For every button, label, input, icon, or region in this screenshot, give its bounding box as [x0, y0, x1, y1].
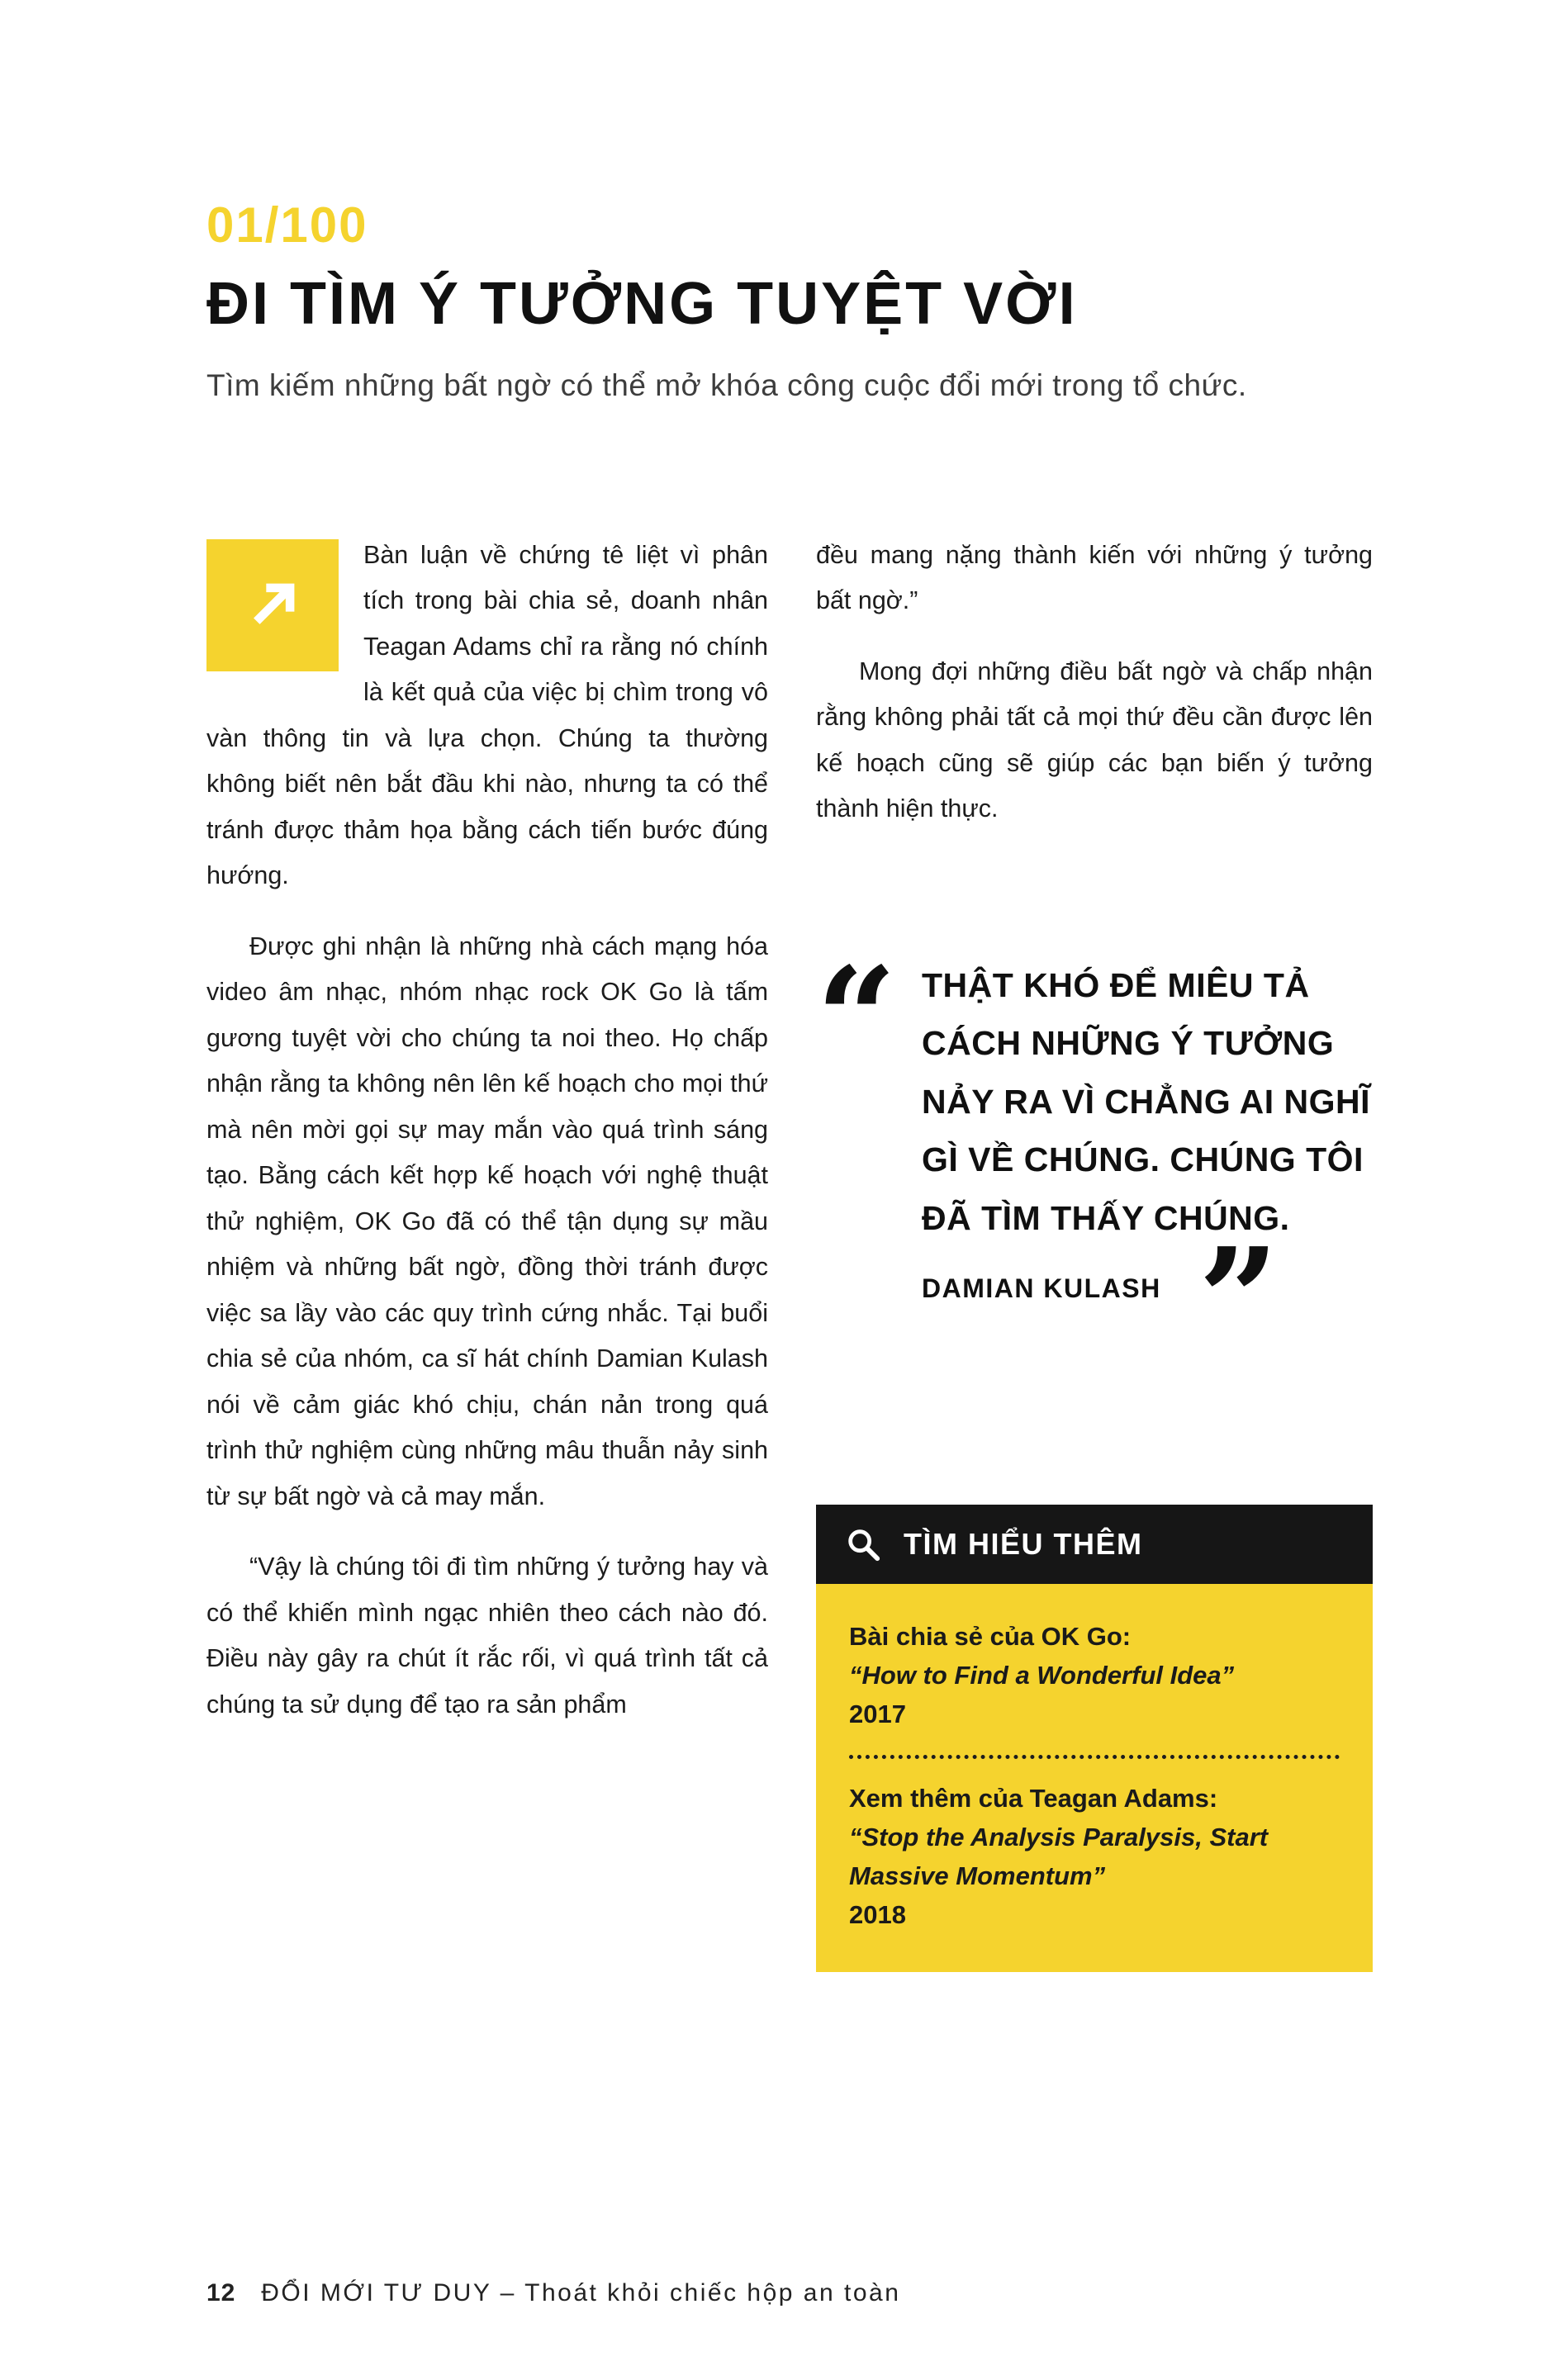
learn-more-header — [816, 1505, 1373, 1584]
book-title: ĐỔI MỚI TƯ DUY – Thoát khỏi chiếc hộp an toàn — [261, 2279, 901, 2307]
pull-quote-attribution: DAMIAN KULASH — [922, 1273, 1161, 1304]
arrow-up-right-icon — [206, 539, 339, 671]
page-content — [206, 197, 1373, 1972]
learn-more-item-title: “How to Find a Wonderful Idea” — [849, 1660, 1235, 1690]
chapter-subtitle: Tìm kiếm những bất ngờ có thể mở khóa công cuộc đổi mới trong tổ chức. — [206, 368, 1247, 402]
chapter-header — [206, 197, 1373, 409]
right-column — [816, 533, 1373, 1973]
page-footer — [206, 2279, 900, 2307]
left-column — [206, 533, 768, 1973]
learn-more-item-year: 2018 — [849, 1900, 906, 1930]
learn-more-title: TÌM HIỂU THÊM — [904, 1526, 1143, 1561]
paragraph-4: đều mang nặng thành kiến với những ý tưởng bất ngờ.” — [816, 540, 1373, 614]
learn-more-box — [816, 1584, 1373, 1973]
chapter-title: ĐI TÌM Ý TƯỞNG TUYỆT VỜI — [206, 271, 1078, 337]
learn-more-item — [849, 1779, 1340, 1934]
dotted-divider — [849, 1755, 1340, 1759]
close-quote-icon: ” — [1198, 1217, 1271, 1383]
pull-quote-body — [922, 956, 1373, 1383]
body-columns — [206, 533, 1373, 1973]
paragraph-3: “Vậy là chúng tôi đi tìm những ý tưởng hay và có thể khiến mình ngạc nhiên theo cách nào đó. Điều này gây ra chút ít rắc rối, vì quá trình tất cả chúng ta sử dụng để tạo ra sản phẩm — [206, 1553, 768, 1719]
pull-quote-attribution-row — [922, 1217, 1373, 1383]
learn-more-item-title: “Stop the Analysis Paralysis, Start Massive Momentum” — [849, 1823, 1269, 1891]
paragraph-2: Được ghi nhận là những nhà cách mạng hóa video âm nhạc, nhóm nhạc rock OK Go là tấm gương tuyệt vời cho chúng ta noi theo. Họ chấp nhận rằng ta không nên lên kế hoạch cho mọi thứ mà nên mời gọi sự may mắn vào quá trình sáng tạo. Bằng cách kết hợp kế hoạch với nghệ thuật thử nghiệm, OK Go đã có thể tận dụng sự mầu nhiệm và những bất ngờ, đồng thời tránh được việc sa lầy vào các quy trình cứng nhắc. Tại buổi chia sẻ của nhóm, ca sĩ hát chính Damian Kulash nói về cảm giác khó chịu, chán nản trong quá trình thử nghiệm cùng những mâu thuẫn nảy sinh từ sự bất ngờ và cả may mắn. — [206, 932, 768, 1510]
learn-more-item-label: Xem thêm của Teagan Adams: — [849, 1783, 1218, 1813]
paragraph-1 — [206, 533, 768, 899]
pull-quote-text: THẬT KHÓ ĐỂ MIÊU TẢ CÁCH NHỮNG Ý TƯỞNG NẢY RA VÌ CHẲNG AI NGHĨ GÌ VỀ CHÚNG. CHÚNG TÔI ĐÃ TÌM THẤY CHÚNG. — [922, 965, 1371, 1237]
page-number: 12 — [206, 2279, 236, 2307]
pull-quote — [816, 936, 1373, 1383]
open-quote-icon: “ — [816, 936, 889, 1102]
learn-more-item — [849, 1617, 1340, 1733]
search-icon — [844, 1525, 882, 1563]
chapter-number: 01/100 — [206, 197, 368, 253]
learn-more-item-label: Bài chia sẻ của OK Go: — [849, 1621, 1132, 1651]
paragraph-5: Mong đợi những điều bất ngờ và chấp nhận rằng không phải tất cả mọi thứ đều cần được lên kế hoạch cũng sẽ giúp các bạn biến ý tưởng thành hiện thực. — [816, 657, 1373, 823]
learn-more-item-year: 2017 — [849, 1699, 906, 1728]
paragraph-1-text: Bàn luận về chứng tê liệt vì phân tích trong bài chia sẻ, doanh nhân Teagan Adams chỉ ra rằng nó chính là kết quả của việc bị chìm trong vô vàn thông tin và lựa chọn. Chúng ta thường không biết nên bắt đầu khi nào, nhưng ta có thể tránh được thảm họa bằng cách tiến bước đúng hướng. — [206, 540, 768, 889]
